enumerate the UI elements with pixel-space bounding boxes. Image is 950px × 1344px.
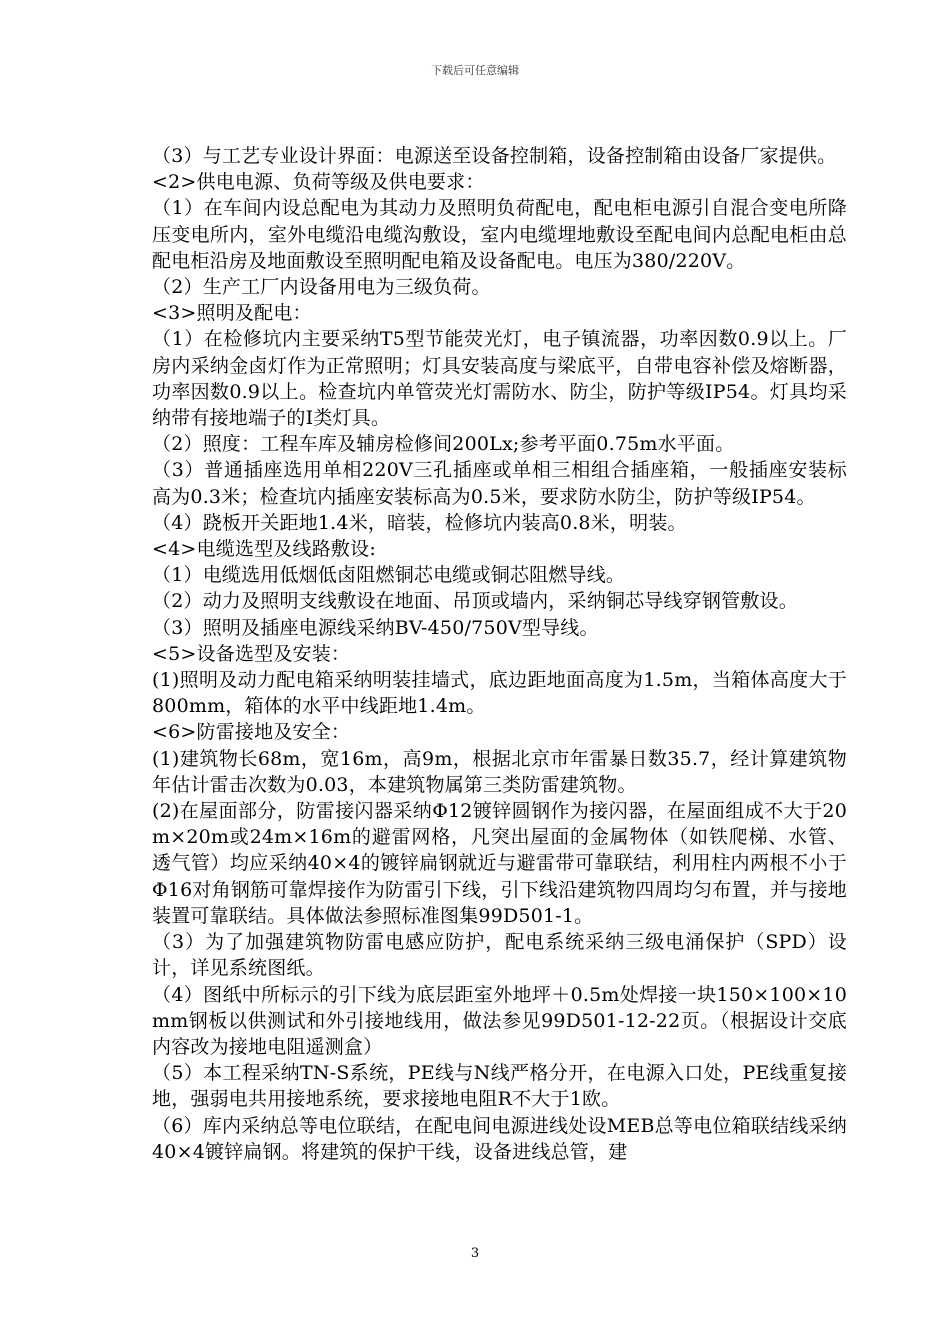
paragraph-2: （1）在车间内设总配电为其动力及照明负荷配电，配电柜电源引自混合变电所降压变电所内，室外电缆沿电缆沟敷设，室内电缆埋地敷设至配电间内总配电柜由总配电柜沿房及地面敷设至照明配电箱及设备配电。电压为380/220V。: [152, 197, 847, 272]
paragraph-13: (2)在屋面部分，防雷接闪器采纳Φ12镀锌圆钢作为接闪器，在屋面组成不大于20m×20m或24m×16m的避雷网格，凡突出屋面的金属物体（如铁爬梯、水管、透气管）均应采纳40×4的镀锌扁钢就近与避雷带可靠联结，利用柱内两根不小于Φ16对角钢筋可靠焊接作为防雷引下线，引下线沿建筑物四周均匀布置，并与接地装置可靠联结。具体做法参照标准图集99D501-1。: [152, 800, 847, 927]
paragraph-9: （2）动力及照明支线敷设在地面、吊顶或墙内，采纳铜芯导线穿钢管敷设。: [152, 590, 798, 613]
section-heading-2: <2>供电电源、负荷等级及供电要求：: [152, 171, 485, 194]
paragraph-11: (1)照明及动力配电箱采纳明装挂墙式，底边距地面高度为1.5m，当箱体高度大于800mm，箱体的水平中线距地1.4m。: [152, 669, 847, 718]
document-body: [152, 143, 847, 1165]
page-number: 3: [470, 1246, 480, 1261]
paragraph-5: （2）照度：工程车库及辅房检修间200Lx;参考平面0.75m水平面。: [152, 433, 735, 456]
section-heading-5: <5>设备选型及安装：: [152, 642, 351, 665]
paragraph-12: (1)建筑物长68m，宽16m，高9m，根据北京市年雷暴日数35.7，经计算建筑物年估计雷击次数为0.03，本建筑物属第三类防雷建筑物。: [152, 747, 847, 796]
paragraph-3: （2）生产工厂内设备用电为三级负荷。: [152, 276, 491, 299]
paragraph-10: （3）照明及插座电源线采纳BV-450/750V型导线。: [152, 616, 599, 639]
section-heading-3: <3>照明及配电：: [152, 302, 312, 325]
paragraph-1: （3）与工艺专业设计界面：电源送至设备控制箱，设备控制箱由设备厂家提供。: [152, 145, 837, 167]
paragraph-6: （3）普通插座选用单相220V三孔插座或单相三相组合插座箱，一般插座安装标高为0.3米；检查坑内插座安装标高为0.5米，要求防水防尘，防护等级IP54。: [152, 459, 847, 508]
paragraph-16: （5）本工程采纳TN-S系统，PE线与N线严格分开，在电源入口处，PE线重复接地，强弱电共用接地系统，要求接地电阻R不大于1欧。: [152, 1062, 847, 1111]
page-header: 下载后可任意编辑: [431, 64, 519, 77]
section-heading-4: <4>电缆选型及线路敷设:: [152, 538, 376, 561]
paragraph-4: （1）在检修坑内主要采纳T5型节能荧光灯，电子镇流器，功率因数0.9以上。厂房内采纳金卤灯作为正常照明；灯具安装高度与梁底平，自带电容补偿及熔断器，功率因数0.9以上。检查坑内单管荧光灯需防水、防尘，防护等级IP54。灯具均采纳带有接地端子的I类灯具。: [152, 328, 847, 430]
section-heading-6: <6>防雷接地及安全：: [152, 721, 351, 744]
paragraph-7: （4）跷板开关距地1.4米，暗装，检修坑内装高0.8米，明装。: [152, 511, 687, 534]
paragraph-8: （1）电缆选用低烟低卤阻燃铜芯电缆或铜芯阻燃导线。: [152, 564, 626, 587]
paragraph-17: （6）库内采纳总等电位联结，在配电间电源进线处设MEB总等电位箱联结线采纳40×4镀锌扁钢。将建筑的保护干线，设备进线总管，建: [152, 1114, 847, 1163]
paragraph-14: （3）为了加强建筑物防雷电感应防护，配电系统采纳三级电涌保护（SPD）设计，详见系统图纸。: [152, 931, 847, 980]
paragraph-15: （4）图纸中所标示的引下线为底层距室外地坪＋0.5m处焊接一块150×100×10mm钢板以供测试和外引接地线用，做法参见99D501-12-22页。（根据设计交底内容改为接地电阻遥测盒）: [152, 983, 847, 1058]
